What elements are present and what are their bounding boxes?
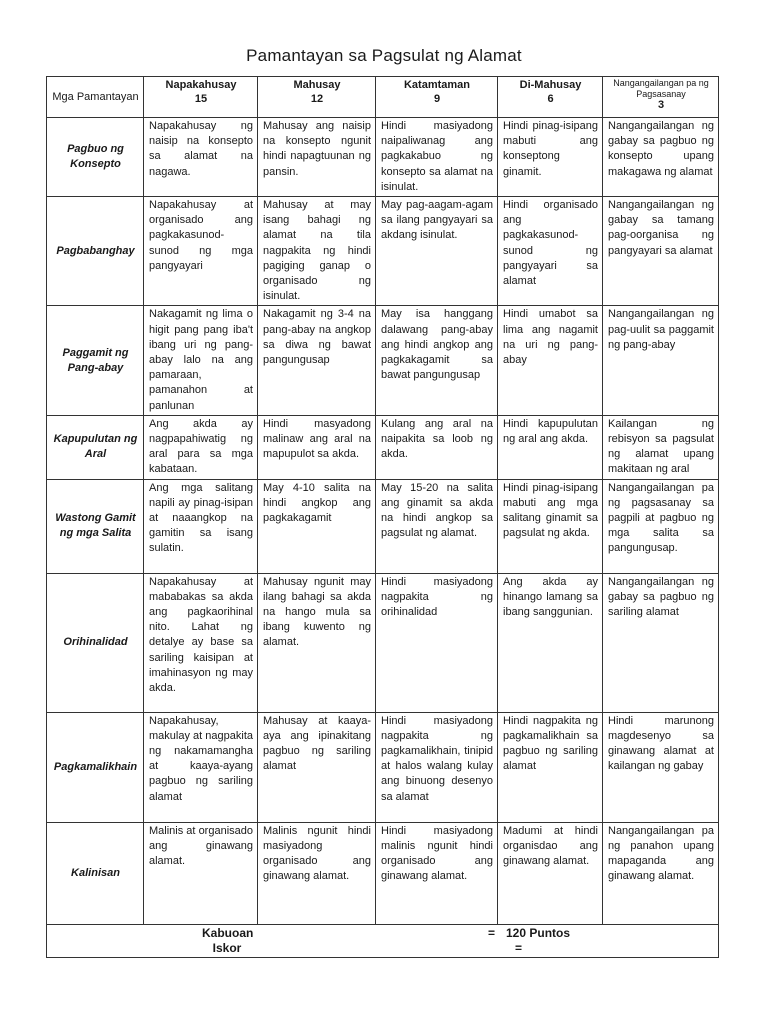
- rubric-cell: Hindi masiyadong nagpakita ng orihinalidad: [376, 573, 498, 712]
- level-points: 3: [657, 99, 665, 111]
- table-row: [47, 415, 719, 479]
- level-header: [376, 77, 498, 118]
- rubric-cell: Hindi pinag-isipang mabuti ang konseptong ginamit.: [498, 118, 603, 197]
- total-points: 120 Puntos: [506, 925, 571, 940]
- criterion-cell: Orihinalidad: [47, 573, 144, 712]
- rubric-cell: Hindi kapupulutan ng aral ang akda.: [498, 415, 603, 479]
- table-row: [47, 118, 719, 197]
- rubric-cell: Hindi organisado ang pagkakasunod-sunod ng pangyayari sa alamat: [498, 197, 603, 306]
- rubric-cell: Nangangailangan ng pag-uulit sa paggamit ng pang-abay: [603, 306, 719, 415]
- rubric-cell: Napakahusay at organisado ang pagkakasunod-sunod ng mga pangyayari: [144, 197, 258, 306]
- page-title: Pamantayan sa Pagsulat ng Alamat: [246, 46, 522, 65]
- level-points: 15: [194, 93, 208, 105]
- level-name: Mahusay: [293, 79, 341, 91]
- level-header: [603, 77, 719, 118]
- criterion-cell: Wastong Gamit ng mga Salita: [47, 479, 144, 573]
- table-row: [47, 479, 719, 573]
- rubric-cell: Hindi umabot sa lima ang nagamit na uri ng pang-abay: [498, 306, 603, 415]
- level-name: Napakahusay: [165, 79, 237, 91]
- criterion-cell: Kalinisan: [47, 822, 144, 924]
- rubric-cell: Hindi masiyadong naipaliwanag ang pagkakabuo ng konsepto sa alamat na isinulat.: [376, 118, 498, 197]
- table-row: [47, 197, 719, 306]
- level-header: [498, 77, 603, 118]
- rubric-cell: Nangangailangan ng gabay sa pagbuo ng konsepto upang makagawa ng alamat: [603, 118, 719, 197]
- equals-sign-second: =: [515, 940, 523, 955]
- rubric-cell: Ang mga salitang napili ay pinag-isipan at naaangkop na gamitin sa isang sulatin.: [144, 479, 258, 573]
- rubric-cell: May 4-10 salita na hindi angkop ang pagkakagamit: [258, 479, 376, 573]
- table-row: [47, 822, 719, 924]
- rubric-cell: Napakahusay, makulay at nagpakita ng nakamamangha at kaaya-ayang pagbuo ng sariling alamat: [144, 712, 258, 822]
- level-points: 6: [547, 93, 554, 105]
- rubric-cell: May pag-aagam-agam sa ilang pangyayari sa akdang isinulat.: [376, 197, 498, 306]
- table-row: [47, 712, 719, 822]
- criterion-cell: Pagbuo ng Konsepto: [47, 118, 144, 197]
- rubric-cell: Nangangailangan ng gabay sa tamang pag-oorganisa ng pangyayari sa alamat: [603, 197, 719, 306]
- level-header: [144, 77, 258, 118]
- level-points: 9: [433, 93, 441, 105]
- rubric-cell: Nakagamit ng 3-4 na pang-abay na angkop sa diwa ng bawat pangungusap: [258, 306, 376, 415]
- level-name: Di-Mahusay: [519, 79, 582, 91]
- rubric-cell: Hindi pinag-isipang mabuti ang mga salitang ginamit sa pagsulat ng akda.: [498, 479, 603, 573]
- rubric-cell: Kulang ang aral na naipakita sa loob ng akda.: [376, 415, 498, 479]
- rubric-cell: Hindi marunong magdesenyo sa ginawang alamat at kailangan ng gabay: [603, 712, 719, 822]
- level-name: Nangangailangan pa ng Pagsasanay: [613, 78, 709, 99]
- rubric-cell: Mahusay at kaaya-aya ang ipinakitang pagbuo ng sariling alamat: [258, 712, 376, 822]
- rubric-cell: Kailangan ng rebisyon sa pagsulat ng alamat upang makitaan ng aral: [603, 415, 719, 479]
- level-name: Katamtaman: [403, 79, 471, 91]
- rubric-cell: Mahusay ngunit may ilang bahagi sa akda na hango mula sa ibang kuwento ng alamat.: [258, 573, 376, 712]
- table-row: [47, 573, 719, 712]
- level-points: 12: [310, 93, 324, 105]
- criterion-cell: Kapupulutan ng Aral: [47, 415, 144, 479]
- rubric-cell: Madumi at hindi organisdao ang ginawang alamat.: [498, 822, 603, 924]
- rubric-cell: Nangangailangan pa ng pagsasanay sa pagpili at pagbuo ng mga salita sa pangungusap.: [603, 479, 719, 573]
- rubric-cell: Ang akda ay nagpapahiwatig ng aral para sa mga kabataan.: [144, 415, 258, 479]
- rubric-table: [46, 76, 719, 958]
- criterion-cell: Pagkamalikhain: [47, 712, 144, 822]
- total-score-label: Kabuoan Iskor: [202, 925, 254, 955]
- equals-sign: =: [488, 925, 496, 940]
- criteria-header: Mga Pamantayan: [47, 77, 144, 118]
- table-row: [47, 306, 719, 415]
- rubric-cell: Malinis at organisado ang ginawang alamat.: [144, 822, 258, 924]
- rubric-cell: Nangangailangan ng gabay sa pagbuo ng sariling alamat: [603, 573, 719, 712]
- rubric-cell: Mahusay at may isang bahagi ng alamat na tila nagpakita ng hindi pagiging ganap o organisado ng isinulat.: [258, 197, 376, 306]
- criterion-cell: Paggamit ng Pang-abay: [47, 306, 144, 415]
- total-score-cell: [47, 924, 719, 957]
- rubric-cell: May 15-20 na salita ang ginamit sa akda na hindi angkop sa pagsulat ng alamat.: [376, 479, 498, 573]
- rubric-cell: Hindi masiyadong nagpakita ng pagkamalikhain, tinipid at halos walang kulay ang binuong desenyo sa alamat: [376, 712, 498, 822]
- footer-row: [47, 924, 719, 957]
- rubric-cell: Malinis ngunit hindi masiyadong organisado ang ginawang alamat.: [258, 822, 376, 924]
- rubric-cell: Nangangailangan pa ng panahon upang mapaganda ang ginawang alamat.: [603, 822, 719, 924]
- rubric-cell: Napakahusay at mababakas sa akda ang pagkaorihinal nito. Lahat ng detalye ay base sa sariling kaisipan at imahinasyon ng may akda.: [144, 573, 258, 712]
- level-header: [258, 77, 376, 118]
- rubric-cell: Nakagamit ng lima o higit pang pang iba't ibang uri ng pang-abay lalo na ang pamaraan, pamanahon at panlunan: [144, 306, 258, 415]
- rubric-cell: Hindi masyadong malinaw ang aral na mapupulot sa akda.: [258, 415, 376, 479]
- rubric-cell: Hindi masiyadong malinis ngunit hindi organisado ang ginawang alamat.: [376, 822, 498, 924]
- header-row: [47, 77, 719, 118]
- rubric-cell: Mahusay ang naisip na konsepto ngunit hindi napagtuunan ng pansin.: [258, 118, 376, 197]
- rubric-cell: Napakahusay ng naisip na konsepto sa alamat na nagawa.: [144, 118, 258, 197]
- rubric-cell: May isa hanggang dalawang pang-abay ang hindi angkop ang pagkakagamit sa bawat pangungusap: [376, 306, 498, 415]
- criterion-cell: Pagbabanghay: [47, 197, 144, 306]
- rubric-cell: Hindi nagpakita ng pagkamalikhain sa pagbuo ng sariling alamat: [498, 712, 603, 822]
- rubric-cell: Ang akda ay hinango lamang sa ibang sanggunian.: [498, 573, 603, 712]
